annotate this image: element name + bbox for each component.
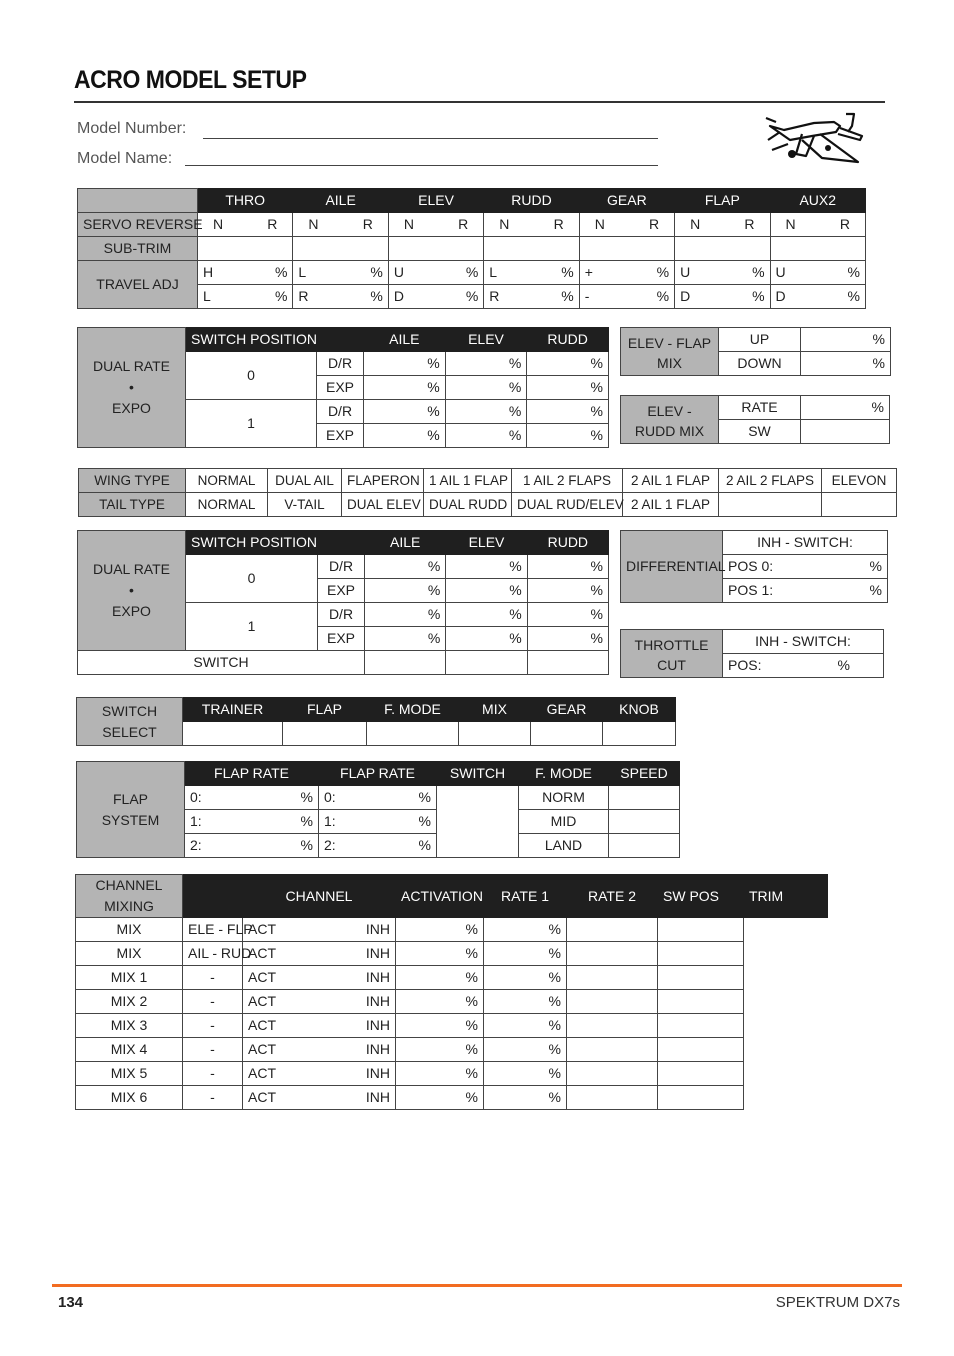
col-rate2: RATE 2 bbox=[567, 875, 658, 918]
col-rudd: RUDD bbox=[527, 328, 609, 352]
rate1-cell[interactable]: % bbox=[396, 966, 484, 990]
title-rule bbox=[74, 101, 885, 103]
switch-label: SWITCH bbox=[78, 651, 365, 675]
wing-type-option[interactable]: DUAL AIL bbox=[268, 469, 342, 493]
trim-cell[interactable] bbox=[658, 1038, 744, 1062]
dual-rate-text: DUAL RATE bbox=[92, 358, 170, 374]
sw-value[interactable] bbox=[801, 420, 890, 444]
down-value[interactable]: % bbox=[801, 352, 891, 376]
trim-cell[interactable] bbox=[658, 1062, 744, 1086]
col-rudd: RUDD bbox=[527, 531, 608, 555]
travel-adj-cell[interactable]: L % bbox=[198, 285, 293, 309]
aile-exp-cell[interactable]: % bbox=[364, 424, 446, 448]
switch-position-header: SWITCH POSITION bbox=[186, 328, 364, 352]
col-flap-rate: FLAP RATE bbox=[319, 762, 437, 786]
pos-cell[interactable] bbox=[723, 654, 884, 678]
travel-adj-cell[interactable]: + % bbox=[579, 261, 674, 285]
page-title: ACRO MODEL SETUP bbox=[74, 66, 307, 94]
aile-exp-cell[interactable]: % bbox=[365, 627, 446, 651]
rate2-cell[interactable]: % bbox=[484, 1038, 567, 1062]
servo-reverse-cell[interactable]: N R bbox=[198, 213, 293, 237]
switch-text: SWITCH bbox=[101, 702, 158, 719]
activation-cell[interactable]: ACT INH bbox=[243, 966, 396, 990]
position-1: 1 bbox=[186, 400, 317, 448]
sub-trim-cell[interactable] bbox=[198, 237, 293, 261]
mix-channel[interactable]: ELE - FLP bbox=[183, 918, 243, 942]
mix-name: MIX 5 bbox=[76, 1062, 183, 1086]
position-0: 0 bbox=[186, 555, 318, 603]
select-text: SELECT bbox=[102, 723, 157, 740]
flap-rate-cell[interactable]: 2: % bbox=[319, 834, 437, 858]
pos-label: POS: bbox=[728, 657, 762, 673]
mix-channel[interactable]: - bbox=[183, 990, 243, 1014]
mode-land: LAND bbox=[519, 834, 609, 858]
sub-trim-cell[interactable] bbox=[484, 237, 579, 261]
pct: % bbox=[837, 657, 850, 673]
rate2-cell[interactable]: % bbox=[484, 1062, 567, 1086]
sw-pos-cell[interactable] bbox=[567, 990, 658, 1014]
activation-cell[interactable]: ACT INH bbox=[243, 918, 396, 942]
col-rate1: RATE 1 bbox=[484, 875, 567, 918]
exp-label: EXP bbox=[318, 627, 365, 651]
elev-exp-cell[interactable]: % bbox=[445, 376, 527, 400]
position-1: 1 bbox=[186, 603, 318, 651]
sw-pos-cell[interactable] bbox=[567, 1038, 658, 1062]
travel-adj-cell[interactable]: U % bbox=[770, 261, 865, 285]
col-activation: ACTIVATION bbox=[396, 875, 484, 918]
col-switch: SWITCH bbox=[437, 762, 519, 786]
mix-channel[interactable]: - bbox=[183, 1086, 243, 1110]
elev-dr-cell[interactable]: % bbox=[446, 603, 527, 627]
mix-name: MIX 3 bbox=[76, 1014, 183, 1038]
exp-label: EXP bbox=[318, 579, 365, 603]
elev-switch-cell[interactable] bbox=[446, 651, 527, 675]
mode-mid: MID bbox=[519, 810, 609, 834]
rate1-cell[interactable]: % bbox=[396, 1086, 484, 1110]
tail-type-label: TAIL TYPE bbox=[79, 493, 186, 517]
rate2-cell[interactable]: % bbox=[484, 918, 567, 942]
model-number-label: Model Number: bbox=[77, 120, 187, 137]
servo-reverse-label: SERVO REVERSE bbox=[78, 213, 198, 237]
col-aile: AILE bbox=[364, 328, 446, 352]
servo-reverse-cell[interactable]: N R bbox=[484, 213, 579, 237]
rudd-switch-cell[interactable] bbox=[527, 651, 608, 675]
sub-trim-cell[interactable] bbox=[388, 237, 483, 261]
sub-trim-cell[interactable] bbox=[770, 237, 865, 261]
page-number: 134 bbox=[58, 1294, 84, 1311]
aile-dr-cell[interactable]: % bbox=[364, 400, 446, 424]
rate-value[interactable]: % bbox=[801, 396, 890, 420]
mix-row bbox=[76, 918, 828, 942]
rudd-exp-cell[interactable]: % bbox=[527, 579, 608, 603]
servo-col: AUX2 bbox=[770, 189, 865, 213]
elev-rudd-mix-label: ELEV - RUDD MIX bbox=[621, 396, 719, 444]
rate2-cell[interactable]: % bbox=[484, 1014, 567, 1038]
servo-col: GEAR bbox=[579, 189, 674, 213]
mix-row bbox=[76, 942, 828, 966]
trainer-cell[interactable] bbox=[183, 722, 283, 746]
col-fmode: F. MODE bbox=[367, 698, 459, 722]
sw-pos-cell[interactable] bbox=[567, 942, 658, 966]
travel-adj-cell[interactable]: R % bbox=[484, 285, 579, 309]
rudd-dr-cell[interactable]: % bbox=[527, 603, 608, 627]
aile-switch-cell[interactable] bbox=[365, 651, 446, 675]
speed-cell[interactable] bbox=[609, 834, 680, 858]
switch-position-header: SWITCH POSITION bbox=[186, 531, 365, 555]
position-0: 0 bbox=[186, 352, 317, 400]
col-gear: GEAR bbox=[531, 698, 603, 722]
trim-cell[interactable] bbox=[658, 1014, 744, 1038]
mix-cell[interactable] bbox=[459, 722, 531, 746]
activation-cell[interactable]: ACT INH bbox=[243, 942, 396, 966]
mix-row bbox=[76, 1014, 828, 1038]
mix-name: MIX 1 bbox=[76, 966, 183, 990]
pos0-cell[interactable] bbox=[723, 555, 888, 579]
rudd-exp-cell[interactable]: % bbox=[527, 424, 609, 448]
col-speed: SPEED bbox=[609, 762, 680, 786]
dual-rate-text: DUAL RATE bbox=[92, 561, 170, 577]
rudd-exp-cell[interactable]: % bbox=[527, 627, 608, 651]
travel-adj-cell[interactable]: D % bbox=[675, 285, 770, 309]
sw-pos-cell[interactable] bbox=[567, 1014, 658, 1038]
travel-adj-cell[interactable]: R % bbox=[293, 285, 388, 309]
pct: % bbox=[869, 558, 882, 574]
system-text: SYSTEM bbox=[101, 811, 160, 828]
flap-system-table bbox=[76, 761, 680, 858]
mix-row bbox=[76, 1062, 828, 1086]
travel-adj-cell[interactable]: U % bbox=[675, 261, 770, 285]
tail-type-option[interactable]: V-TAIL bbox=[268, 493, 342, 517]
pct: % bbox=[869, 582, 882, 598]
mix-row bbox=[76, 1086, 828, 1110]
elev-exp-cell[interactable]: % bbox=[446, 627, 527, 651]
sub-trim-cell[interactable] bbox=[675, 237, 770, 261]
tail-type-blank bbox=[719, 493, 822, 517]
dr-label: D/R bbox=[317, 352, 364, 376]
rate1-cell[interactable]: % bbox=[396, 918, 484, 942]
rudd-dr-cell[interactable]: % bbox=[527, 352, 609, 376]
rudd-dr-cell[interactable]: % bbox=[527, 555, 608, 579]
mix-channel[interactable]: - bbox=[183, 1062, 243, 1086]
col-flap-rate: FLAP RATE bbox=[185, 762, 319, 786]
wing-type-option[interactable]: 2 AIL 2 FLAPS bbox=[719, 469, 822, 493]
tail-type-option[interactable]: DUAL RUDD bbox=[424, 493, 512, 517]
travel-adj-cell[interactable]: H % bbox=[198, 261, 293, 285]
rudd-exp-cell[interactable]: % bbox=[527, 376, 609, 400]
col-mix: MIX bbox=[459, 698, 531, 722]
mix-name: MIX bbox=[76, 918, 183, 942]
flap-text: FLAP bbox=[112, 790, 148, 807]
elev-exp-cell[interactable]: % bbox=[445, 424, 527, 448]
mix-name: MIX 4 bbox=[76, 1038, 183, 1062]
mix-row bbox=[76, 966, 828, 990]
col-trim: TRIM bbox=[744, 875, 828, 918]
sw-pos-cell[interactable] bbox=[567, 1086, 658, 1110]
servo-reverse-cell[interactable]: N R bbox=[579, 213, 674, 237]
activation-cell[interactable]: ACT INH bbox=[243, 1086, 396, 1110]
mix-channel[interactable]: - bbox=[183, 1014, 243, 1038]
col-elev: ELEV bbox=[446, 531, 527, 555]
activation-cell[interactable]: ACT INH bbox=[243, 1062, 396, 1086]
elev-flap-mix-label: ELEV - FLAP MIX bbox=[621, 328, 719, 376]
rate1-cell[interactable]: % bbox=[396, 990, 484, 1014]
airplane-icon bbox=[762, 110, 864, 168]
flap-system-label bbox=[77, 762, 185, 858]
servo-reverse-cell[interactable]: N R bbox=[770, 213, 865, 237]
mix-row bbox=[76, 990, 828, 1014]
inh-switch[interactable]: INH - SWITCH: bbox=[723, 630, 884, 654]
aile-exp-cell[interactable]: % bbox=[365, 579, 446, 603]
rate2-cell[interactable]: % bbox=[484, 1086, 567, 1110]
pos1-label: POS 1: bbox=[728, 582, 774, 598]
servo-col: ELEV bbox=[388, 189, 483, 213]
model-number-field[interactable] bbox=[203, 138, 658, 139]
model-name-label: Model Name: bbox=[77, 150, 173, 167]
servo-col: THRO bbox=[198, 189, 293, 213]
rate2-cell[interactable]: % bbox=[484, 966, 567, 990]
sw-label: SW bbox=[719, 420, 801, 444]
mix-channel[interactable]: - bbox=[183, 1038, 243, 1062]
bullet-text: • bbox=[129, 582, 134, 598]
wing-type-option[interactable]: 1 AIL 2 FLAPS bbox=[512, 469, 623, 493]
sw-pos-cell[interactable] bbox=[567, 918, 658, 942]
up-value[interactable]: % bbox=[801, 328, 891, 352]
col-blank bbox=[183, 875, 243, 918]
elev-dr-cell[interactable]: % bbox=[446, 555, 527, 579]
rate2-cell[interactable]: % bbox=[484, 942, 567, 966]
dual-rate-table-2 bbox=[77, 530, 609, 675]
trim-cell[interactable] bbox=[658, 918, 744, 942]
mix-channel[interactable]: AIL - RUD bbox=[183, 942, 243, 966]
mix-row bbox=[76, 1038, 828, 1062]
dr-label: D/R bbox=[318, 603, 365, 627]
tail-type-option[interactable]: NORMAL bbox=[186, 493, 268, 517]
trim-cell[interactable] bbox=[658, 990, 744, 1014]
dual-rate-table-1 bbox=[77, 327, 609, 448]
activation-cell[interactable]: ACT INH bbox=[243, 990, 396, 1014]
travel-adj-cell[interactable]: U % bbox=[388, 261, 483, 285]
mixing-text: MIXING bbox=[104, 898, 154, 914]
rate-label: RATE bbox=[719, 396, 801, 420]
servo-reverse-cell[interactable]: N R bbox=[675, 213, 770, 237]
throttle-cut-table bbox=[620, 629, 884, 678]
rate1-cell[interactable]: % bbox=[396, 1062, 484, 1086]
rate1-cell[interactable]: % bbox=[396, 942, 484, 966]
col-elev: ELEV bbox=[445, 328, 527, 352]
throttle-cut-label: THROTTLE CUT bbox=[621, 630, 723, 678]
servo-col: RUDD bbox=[484, 189, 579, 213]
flap-rate-cell[interactable]: 0: % bbox=[319, 786, 437, 810]
sub-trim-cell[interactable] bbox=[579, 237, 674, 261]
travel-adj-label: TRAVEL ADJ bbox=[78, 261, 198, 309]
dr-label: D/R bbox=[317, 400, 364, 424]
wing-type-option[interactable]: FLAPERON bbox=[342, 469, 424, 493]
wing-tail-type-table bbox=[78, 468, 897, 517]
elev-flap-mix-table bbox=[620, 327, 891, 376]
inh-switch[interactable]: INH - SWITCH: bbox=[723, 531, 888, 555]
wing-type-option[interactable]: NORMAL bbox=[186, 469, 268, 493]
differential-label: DIFFERENTIAL bbox=[621, 531, 723, 603]
aile-exp-cell[interactable]: % bbox=[364, 376, 446, 400]
mix-name: MIX 2 bbox=[76, 990, 183, 1014]
channel-text: CHANNEL bbox=[95, 877, 163, 893]
servo-col: AILE bbox=[293, 189, 388, 213]
sub-trim-cell[interactable] bbox=[293, 237, 388, 261]
travel-adj-cell[interactable]: D % bbox=[770, 285, 865, 309]
servo-reverse-cell[interactable]: N R bbox=[293, 213, 388, 237]
sw-pos-cell[interactable] bbox=[567, 1062, 658, 1086]
servo-reverse-cell[interactable]: N R bbox=[388, 213, 483, 237]
col-aile: AILE bbox=[365, 531, 446, 555]
flap-switch-cell[interactable] bbox=[437, 786, 519, 858]
down-label: DOWN bbox=[719, 352, 801, 376]
col-knob: KNOB bbox=[603, 698, 676, 722]
fmode-cell[interactable] bbox=[367, 722, 459, 746]
travel-adj-cell[interactable]: - % bbox=[579, 285, 674, 309]
bullet-text: • bbox=[129, 379, 134, 395]
footer-rule bbox=[52, 1284, 902, 1287]
dual-rate-label bbox=[78, 531, 186, 651]
elev-dr-cell[interactable]: % bbox=[445, 352, 527, 376]
tail-type-option[interactable]: DUAL RUD/ELEV bbox=[512, 493, 623, 517]
rate1-cell[interactable]: % bbox=[396, 1038, 484, 1062]
differential-table bbox=[620, 530, 888, 603]
rate1-cell[interactable]: % bbox=[396, 1014, 484, 1038]
channel-mixing-label bbox=[76, 875, 183, 918]
servo-col: FLAP bbox=[675, 189, 770, 213]
pos1-cell[interactable] bbox=[723, 579, 888, 603]
dual-rate-label bbox=[78, 328, 186, 448]
servo-table bbox=[77, 188, 866, 309]
exp-label: EXP bbox=[317, 424, 364, 448]
col-flap: FLAP bbox=[283, 698, 367, 722]
tail-type-blank bbox=[822, 493, 897, 517]
trim-cell[interactable] bbox=[658, 942, 744, 966]
tail-type-option[interactable]: DUAL ELEV bbox=[342, 493, 424, 517]
wing-type-option[interactable]: 1 AIL 1 FLAP bbox=[424, 469, 512, 493]
activation-cell[interactable]: ACT INH bbox=[243, 1014, 396, 1038]
up-label: UP bbox=[719, 328, 801, 352]
exp-label: EXP bbox=[317, 376, 364, 400]
mix-channel[interactable]: - bbox=[183, 966, 243, 990]
elev-dr-cell[interactable]: % bbox=[445, 400, 527, 424]
expo-text: EXPO bbox=[112, 603, 151, 619]
col-trainer: TRAINER bbox=[183, 698, 283, 722]
rudd-dr-cell[interactable]: % bbox=[527, 400, 609, 424]
switch-select-label bbox=[77, 698, 183, 746]
channel-mixing-table bbox=[75, 874, 828, 1110]
gear-cell[interactable] bbox=[531, 722, 603, 746]
elev-exp-cell[interactable]: % bbox=[446, 579, 527, 603]
mode-norm: NORM bbox=[519, 786, 609, 810]
pos0-label: POS 0: bbox=[728, 558, 774, 574]
sub-trim-label: SUB-TRIM bbox=[78, 237, 198, 261]
sw-pos-cell[interactable] bbox=[567, 966, 658, 990]
speed-cell[interactable] bbox=[609, 786, 680, 810]
servo-corner bbox=[78, 189, 198, 213]
aile-dr-cell[interactable]: % bbox=[365, 603, 446, 627]
flap-rate-cell[interactable]: 2: % bbox=[185, 834, 319, 858]
flap-rate-cell[interactable]: 0: % bbox=[185, 786, 319, 810]
travel-adj-cell[interactable]: L % bbox=[293, 261, 388, 285]
trim-cell[interactable] bbox=[658, 966, 744, 990]
switch-select-table bbox=[76, 697, 676, 746]
wing-type-option[interactable]: 2 AIL 1 FLAP bbox=[623, 469, 719, 493]
elev-rudd-mix-table bbox=[620, 395, 890, 444]
product-name: SPEKTRUM DX7s bbox=[775, 1294, 900, 1311]
speed-cell[interactable] bbox=[609, 810, 680, 834]
tail-type-option[interactable]: 2 AIL 1 FLAP bbox=[623, 493, 719, 517]
dr-label: D/R bbox=[318, 555, 365, 579]
mix-name: MIX bbox=[76, 942, 183, 966]
wing-type-option[interactable]: ELEVON bbox=[822, 469, 897, 493]
wing-type-label: WING TYPE bbox=[79, 469, 186, 493]
col-fmode: F. MODE bbox=[519, 762, 609, 786]
travel-adj-cell[interactable]: D % bbox=[388, 285, 483, 309]
model-name-field[interactable] bbox=[185, 165, 658, 166]
rate2-cell[interactable]: % bbox=[484, 990, 567, 1014]
aile-dr-cell[interactable]: % bbox=[364, 352, 446, 376]
aile-dr-cell[interactable]: % bbox=[365, 555, 446, 579]
col-sw-pos: SW POS bbox=[658, 875, 744, 918]
flap-rate-cell[interactable]: 1: % bbox=[185, 810, 319, 834]
flap-cell[interactable] bbox=[283, 722, 367, 746]
mix-name: MIX 6 bbox=[76, 1086, 183, 1110]
col-channel: CHANNEL bbox=[243, 875, 396, 918]
expo-text: EXPO bbox=[112, 400, 151, 416]
trim-cell[interactable] bbox=[658, 1086, 744, 1110]
flap-rate-cell[interactable]: 1: % bbox=[319, 810, 437, 834]
knob-cell[interactable] bbox=[603, 722, 676, 746]
travel-adj-cell[interactable]: L % bbox=[484, 261, 579, 285]
activation-cell[interactable]: ACT INH bbox=[243, 1038, 396, 1062]
